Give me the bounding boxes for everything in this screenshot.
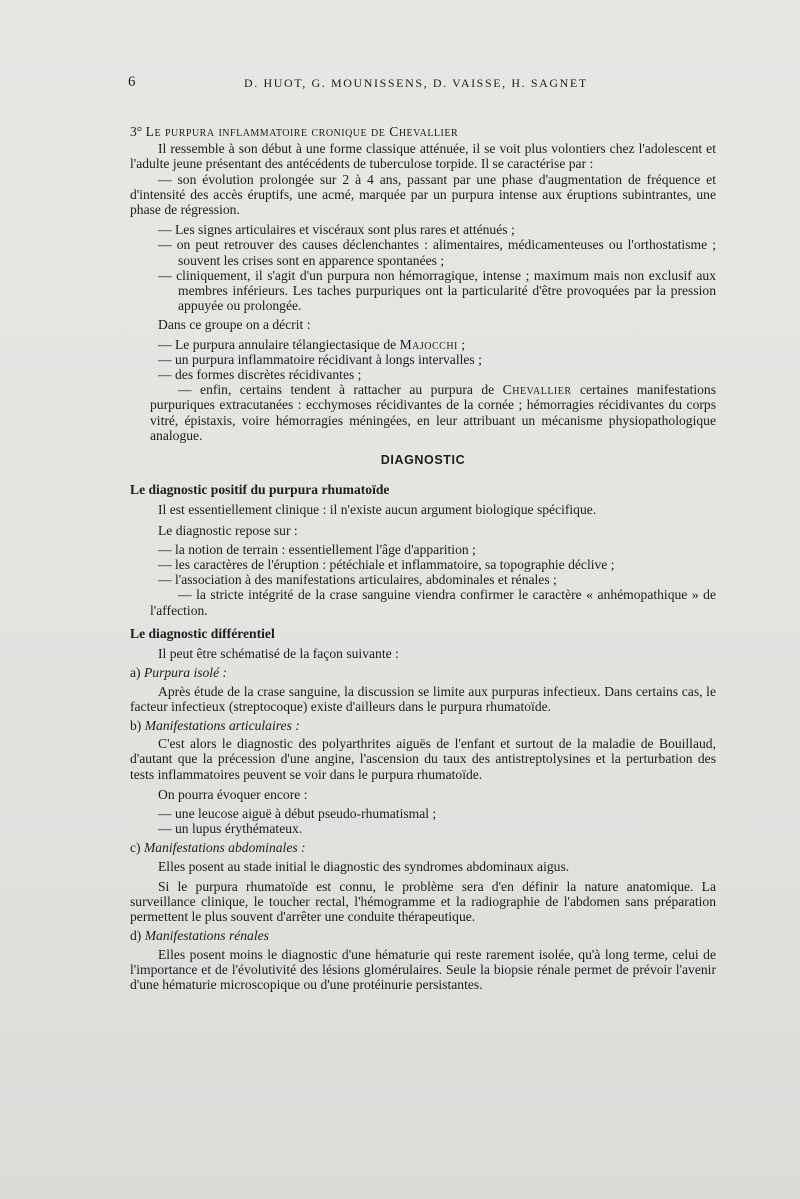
eponym: Chevallier [502,382,572,398]
section-number: 3° [130,124,143,139]
subheading-title: Manifestations articulaires : [144,717,300,733]
subheading-c [130,840,716,855]
list-item: — l'association à des manifestations articulaires, abdominales et rénales ; [158,572,557,588]
eponym: Majocchi [399,336,458,352]
paragraph: C'est alors le diagnostic des polyarthrites aiguës de l'enfant et surtout de la maladie de Bouillaud, d'autant que la précession d'une angine, l'ascension du taux des antistreptolysines et la perturbation des tests inflammatoires peuvent se voir dans le purpura rhumatoïde. [130,736,716,782]
running-header [128,76,728,94]
subsection-heading: Le diagnostic positif du purpura rhumatoïde [130,482,390,498]
list-item: — la stricte intégrité de la crase sanguine viendra confirmer le caractère « anhémopathique » de l'affection. [150,587,716,618]
list-item [130,337,716,352]
list-item: — les caractères de l'éruption : pétéchiale et inflammatoire, sa topographie déclive ; [158,557,615,573]
paragraph: Il peut être schématisé de la façon suivante : [158,646,399,662]
subheading-b [130,718,716,733]
section-title: Le purpura inflammatoire cronique de Chevallier [145,124,459,139]
list-item-text: certaines manifestations purpuriques extracutanées : ecchymoses récidivantes de la cornée ; hémorragies récidivantes du corps vitré, épistaxis, voire hémorragies méningées, en leur attribuant un mécanisme physiopathologique analogue. [150,382,717,443]
running-head-authors: D. HUOT, G. MOUNISSENS, D. VAISSE, H. SAGNET [244,76,588,90]
subheading-letter: c) [130,840,141,856]
page-body [130,124,716,992]
punctuation: ; [457,336,466,352]
section-heading: DIAGNOSTIC [380,453,466,468]
paragraph: Il est essentiellement clinique : il n'existe aucun argument biologique spécifique. [158,502,597,518]
list-item: — cliniquement, il s'agit d'un purpura non hémorragique, intense ; maximum mais non exclusif aux membres inférieurs. Les taches purpuriques ont la particularité d'être provoquées par la pression appuyée ou prolongée. [158,267,716,314]
page-number: 6 [128,74,136,90]
subheading-title: Purpura isolé : [143,665,228,681]
list-item: — un lupus érythémateux. [158,821,303,837]
list-item: — Les signes articulaires et viscéraux sont plus rares et atténués ; [158,222,515,238]
paragraph: Après étude de la crase sanguine, la discussion se limite aux purpuras infectieux. Dans certains cas, le facteur infectieux (streptocoque) existe d'ailleurs dans le purpura rhumatoïde. [130,683,716,714]
paragraph: Si le purpura rhumatoïde est connu, le problème sera d'en définir la nature anatomique. La surveillance clinique, le toucher rectal, l'hémogramme et la radiographie de l'abdomen sans préparation permettent le plus souvent d'arrêter une conduite thérapeutique. [130,878,716,925]
paragraph: Dans ce groupe on a décrit : [158,317,311,333]
list-item: — la notion de terrain : essentiellement l'âge d'apparition ; [158,541,476,557]
paragraph: Elles posent au stade initial le diagnostic des syndromes abdominaux aigus. [158,858,570,874]
subsection-heading: Le diagnostic différentiel [130,625,275,641]
subheading-letter: b) [130,717,142,733]
list-item: — un purpura inflammatoire récidivant à longs intervalles ; [158,351,482,367]
list-item: — des formes discrètes récidivantes ; [158,367,362,383]
list-item [130,382,716,443]
list-item-text: — Le purpura annulaire télangiectasique de [158,336,400,352]
subheading-title: Manifestations rénales [144,928,269,944]
list-item: — on peut retrouver des causes déclenchantes : alimentaires, médicamenteuses ou l'orthostatisme ; souvent les crises sont en apparence spontanées ; [158,237,716,268]
subheading-title: Manifestations abdominales : [143,840,306,856]
paragraph: Elles posent moins le diagnostic d'une hématurie qui reste rarement isolée, qu'à long terme, celui de l'importance et de l'évolutivité des lésions glomérulaires. Seule la biopsie rénale permet de prévoir l'avenir d'une hématurie microscopique ou d'une protéinurie persistantes. [130,946,716,992]
list-item-text: — enfin, certains tendent à rattacher au purpura de [178,382,503,398]
list-item: — une leucose aiguë à début pseudo-rhumatismal ; [158,805,437,821]
paragraph: Il ressemble à son début à une forme classique atténuée, il se voit plus volontiers chez l'adolescent et l'adulte jeune présentant des antécédents de tuberculose torpide. Il se caractérise par : [130,141,716,172]
subheading-a [130,665,716,680]
subheading-d [130,928,716,943]
paragraph: On pourra évoquer encore : [158,786,308,802]
subheading-letter: d) [130,928,142,944]
paragraph: — son évolution prolongée sur 2 à 4 ans, passant par une phase d'augmentation de fréquence et d'intensité des accès éruptifs, une acmé, marquée par un purpura intense aux éruptions subintrantes, une phase de régression. [130,171,716,218]
paragraph: Le diagnostic repose sur : [158,522,298,538]
section-heading-3 [130,124,716,139]
subheading-letter: a) [130,665,141,681]
